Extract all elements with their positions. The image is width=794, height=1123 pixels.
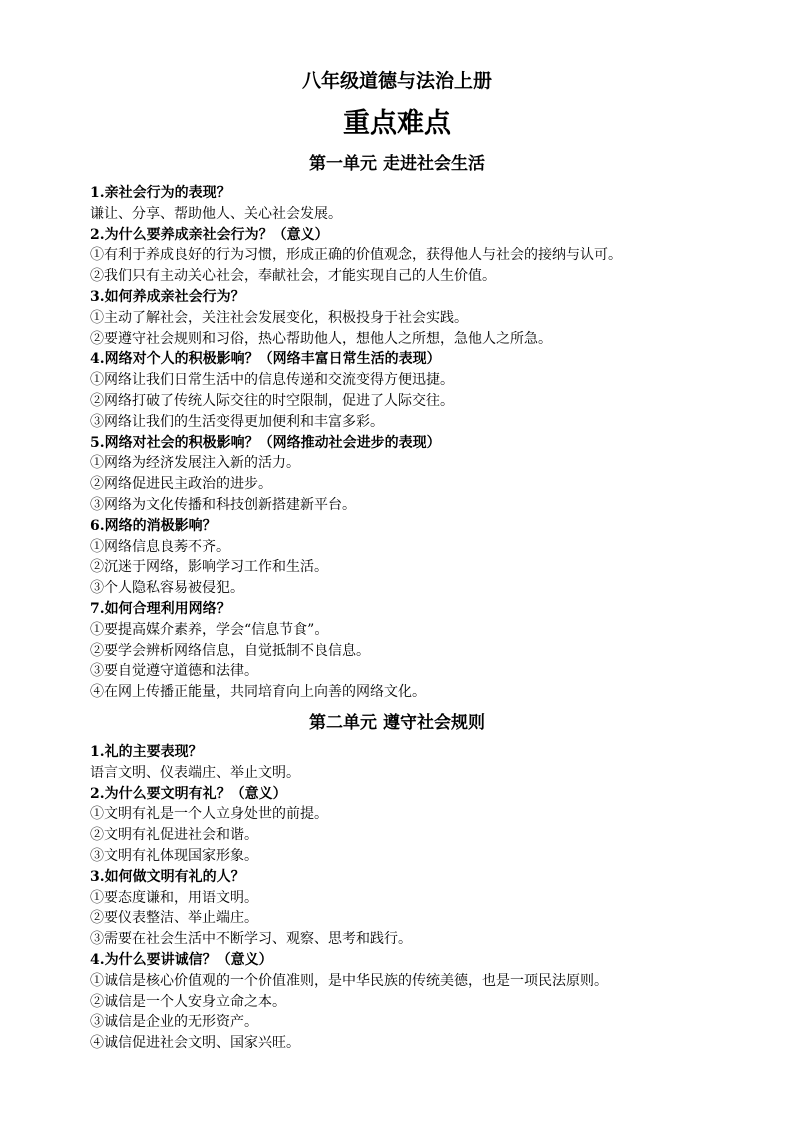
- answer-line: ①诚信是核心价值观的一个价值准则，是中华民族的传统美德，也是一项民法原则。: [90, 972, 608, 989]
- question-heading: 5.网络对社会的积极影响？（网络推动社会进步的表现）: [90, 434, 441, 451]
- answer-line: ①网络信息良莠不齐。: [90, 538, 230, 555]
- unit-title: 第一单元 走进社会生活: [309, 154, 485, 174]
- answer-line: ①要提高媒介素养，学会“信息节食”。: [90, 621, 329, 638]
- unit-section-1: [90, 153, 750, 703]
- question-heading: 2.为什么要养成亲社会行为？（意义）: [90, 226, 329, 243]
- answer-line: ④诚信促进社会文明、国家兴旺。: [90, 1035, 300, 1052]
- unit-title: 第二单元 遵守社会规则: [309, 713, 485, 733]
- answer-line: ①网络让我们日常生活中的信息传递和交流变得方便迅捷。: [90, 372, 454, 389]
- answer-line: ③网络为文化传播和科技创新搭建新平台。: [90, 496, 356, 513]
- answer-line: ④在网上传播正能量，共同培育向上向善的网络文化。: [90, 684, 426, 701]
- answer-line: ③文明有礼体现国家形象。: [90, 847, 258, 864]
- answer-line: ①有利于养成良好的行为习惯，形成正确的价值观念，获得他人与社会的接纳与认可。: [90, 247, 622, 264]
- question-heading: 4.网络对个人的积极影响？（网络丰富日常生活的表现）: [90, 351, 441, 368]
- answer-line: ③需要在社会生活中不断学习、观察、思考和践行。: [90, 931, 412, 948]
- question-heading: 1.亲社会行为的表现？: [90, 185, 231, 201]
- answer-line: ③个人隐私容易被侵犯。: [90, 580, 244, 597]
- answer-line: ②网络促进民主政治的进步。: [90, 476, 272, 493]
- answer-line: ①网络为经济发展注入新的活力。: [90, 455, 300, 472]
- answer-line: ②我们只有主动关心社会，奉献社会，才能实现自己的人生价值。: [90, 268, 496, 285]
- answer-line: ②文明有礼促进社会和谐。: [90, 827, 258, 844]
- answer-line: ②要仪表整洁、举止端庄。: [90, 910, 258, 927]
- document-heading: 重点难点: [343, 108, 451, 139]
- question-heading: 7.如何合理利用网络？: [90, 600, 231, 617]
- answer-line: ①文明有礼是一个人立身处世的前提。: [90, 806, 328, 823]
- answer-line: ②要学会辨析网络信息，自觉抵制不良信息。: [90, 642, 370, 659]
- answer-line: ②沉迷于网络，影响学习工作和生活。: [90, 559, 328, 576]
- answer-line: ②要遵守社会规则和习俗，热心帮助他人，想他人之所想，急他人之所急。: [90, 330, 552, 347]
- answer-line: 语言文明、仪表端庄、举止文明。: [90, 764, 300, 781]
- question-heading: 2.为什么要文明有礼？（意义）: [90, 785, 287, 802]
- answer-line: ②网络打破了传统人际交往的时空限制，促进了人际交往。: [90, 392, 454, 409]
- unit-section-2: [90, 712, 750, 1054]
- answer-line: ③网络让我们的生活变得更加便利和丰富多彩。: [90, 413, 384, 430]
- document-title: 八年级道德与法治上册: [301, 70, 492, 92]
- question-heading: 6.网络的消极影响？: [90, 517, 217, 534]
- answer-line: ①要态度谦和，用语文明。: [90, 889, 258, 906]
- answer-line: 谦让、分享、帮助他人、关心社会发展。: [90, 205, 342, 222]
- question-heading: 4.为什么要讲诚信？（意义）: [90, 951, 273, 968]
- answer-line: ①主动了解社会，关注社会发展变化，积极投身于社会实践。: [90, 309, 468, 326]
- answer-line: ③要自觉遵守道德和法律。: [90, 663, 258, 680]
- question-heading: 1.礼的主要表现？: [90, 744, 203, 760]
- answer-line: ③诚信是企业的无形资产。: [90, 1014, 258, 1031]
- answer-line: ②诚信是一个人安身立命之本。: [90, 993, 286, 1010]
- question-heading: 3.如何养成亲社会行为？: [90, 288, 245, 305]
- question-heading: 3.如何做文明有礼的人？: [90, 868, 245, 885]
